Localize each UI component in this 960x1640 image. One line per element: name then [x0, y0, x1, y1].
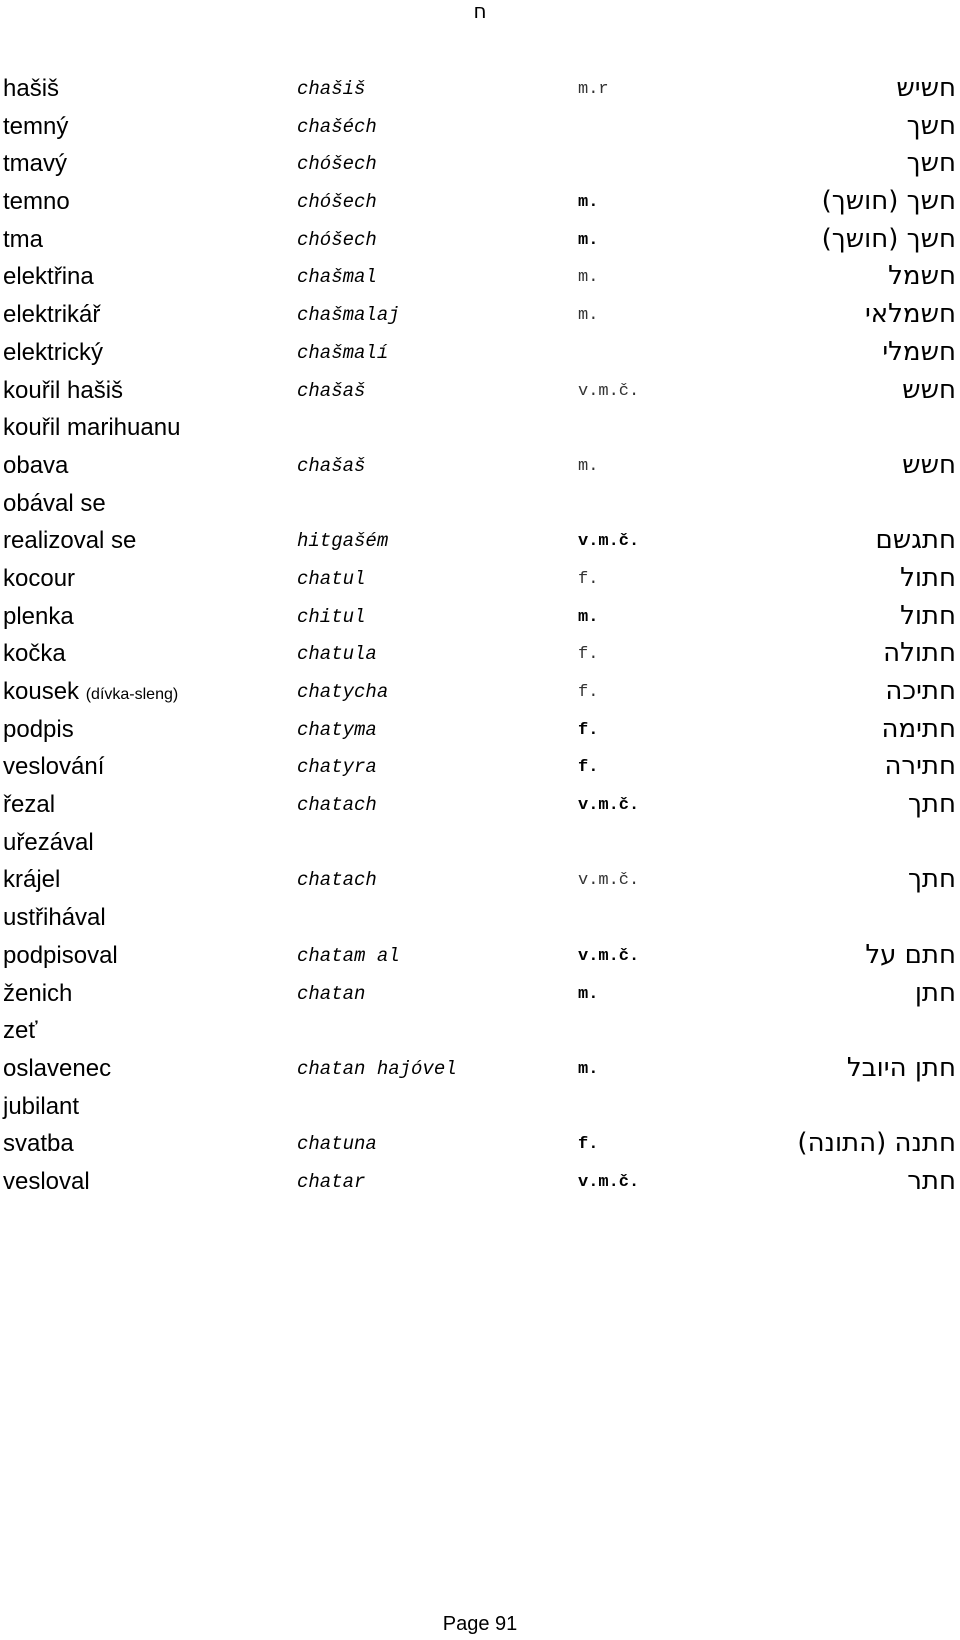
dictionary-entry: [0, 372, 960, 410]
czech-word: [3, 748, 104, 786]
transliteration: chóšech: [297, 228, 377, 251]
transliteration: chatach: [297, 869, 377, 892]
czech-word: [3, 560, 75, 598]
czech-word-text: krájel: [3, 866, 61, 894]
grammar-tag: m.: [578, 230, 599, 250]
czech-word-text: jubilant: [3, 1092, 80, 1120]
dictionary-entry: [0, 861, 960, 899]
czech-word: [3, 861, 60, 899]
czech-word: [3, 824, 94, 862]
dictionary-entry: [0, 1012, 960, 1050]
transliteration: chitul: [297, 605, 366, 628]
czech-word-text: elektrický: [3, 338, 104, 366]
dictionary-entry: [0, 447, 960, 485]
transliteration: chatar: [297, 1170, 366, 1193]
czech-word: [3, 221, 43, 259]
hebrew-word: חתול: [900, 562, 956, 593]
transliteration: chóšech: [297, 153, 377, 176]
czech-word: [3, 1012, 37, 1050]
grammar-tag: v.m.č.: [578, 946, 640, 966]
grammar-tag: m.: [578, 984, 599, 1004]
czech-word-text: elektřina: [3, 263, 94, 291]
czech-word-text: kočka: [3, 640, 66, 668]
czech-word: [3, 786, 55, 824]
transliteration: chatan hajóvel: [297, 1057, 457, 1080]
transliteration: chatuna: [297, 1133, 377, 1156]
grammar-tag: m.: [578, 268, 599, 288]
grammar-tag: v.m.č.: [578, 796, 640, 816]
czech-word: [3, 1050, 111, 1088]
hebrew-word: חתול: [900, 600, 956, 631]
czech-word: [3, 108, 68, 146]
transliteration: chatul: [297, 567, 366, 590]
czech-word: [3, 1163, 90, 1201]
grammar-tag: m.: [578, 607, 599, 627]
dictionary-entry: [0, 899, 960, 937]
hebrew-word: חתן: [914, 977, 956, 1008]
dictionary-entry: [0, 485, 960, 523]
czech-word: [3, 183, 70, 221]
grammar-tag: f.: [578, 569, 599, 589]
dictionary-entry: [0, 183, 960, 221]
grammar-tag: m.: [578, 306, 599, 326]
section-letter: ח: [473, 0, 487, 23]
grammar-tag: v.m.č.: [578, 871, 640, 891]
czech-word: [3, 975, 72, 1013]
czech-word: [3, 1088, 79, 1126]
dictionary-entry: [0, 975, 960, 1013]
hebrew-word: חתולה: [883, 638, 956, 669]
czech-word-text: elektrikář: [3, 301, 101, 329]
hebrew-word: חתיכה: [885, 676, 956, 706]
czech-word-text: ženich: [3, 979, 73, 1007]
dictionary-entries: [0, 70, 960, 1201]
transliteration: chatycha: [297, 681, 389, 703]
dictionary-entry: [0, 937, 960, 975]
transliteration: chatyra: [297, 756, 377, 779]
transliteration: chašéch: [297, 115, 377, 138]
transliteration: chatula: [297, 643, 377, 666]
dictionary-entry: [0, 598, 960, 636]
czech-word-text: podpisoval: [3, 941, 118, 969]
dictionary-entry: [0, 258, 960, 296]
dictionary-entry: [0, 824, 960, 862]
czech-word: [3, 899, 106, 937]
czech-word: [3, 522, 136, 560]
hebrew-word: חשש: [902, 374, 956, 405]
hebrew-word: חתירה: [884, 751, 956, 782]
transliteration: chašmalí: [297, 341, 389, 364]
hebrew-word: חשמל: [888, 261, 956, 292]
hebrew-word: חשש: [902, 449, 956, 480]
grammar-tag: m.r: [578, 80, 609, 99]
hebrew-word: חתך: [907, 864, 956, 895]
czech-word-text: tmavý: [3, 150, 68, 178]
usage-note: (dívka-sleng): [85, 686, 179, 703]
czech-word: [3, 145, 67, 183]
czech-word: [3, 598, 74, 636]
czech-word-text: vesloval: [3, 1167, 90, 1195]
czech-word-text: kousek: [3, 678, 80, 705]
czech-word-text: svatba: [3, 1130, 74, 1158]
dictionary-entry: [0, 1088, 960, 1126]
grammar-tag: v.m.č.: [578, 381, 640, 401]
dictionary-entry: [0, 108, 960, 146]
dictionary-entry: [0, 409, 960, 447]
dictionary-entry: [0, 296, 960, 334]
czech-word-text: ustřihával: [3, 904, 106, 932]
czech-word: [3, 296, 100, 334]
czech-word: [3, 673, 178, 714]
grammar-tag: m.: [578, 193, 599, 213]
transliteration: chašmalaj: [297, 304, 400, 327]
transliteration: chašmal: [297, 266, 377, 289]
hebrew-word: חתימה: [881, 713, 956, 744]
czech-word-text: kouřil marihuanu: [3, 414, 181, 442]
grammar-tag: m.: [578, 1059, 599, 1079]
hebrew-word: חתר: [907, 1165, 956, 1196]
grammar-tag: f.: [578, 645, 599, 665]
czech-word-text: obával se: [3, 489, 106, 517]
czech-word: [3, 372, 123, 410]
transliteration: chatyma: [297, 718, 377, 741]
czech-word-text: hašiš: [3, 75, 60, 102]
dictionary-entry: [0, 1050, 960, 1088]
czech-word: [3, 485, 106, 523]
hebrew-word: חתך: [907, 789, 956, 820]
czech-word: [3, 447, 68, 485]
dictionary-entry: [0, 522, 960, 560]
hebrew-word: חשך (חושך): [821, 223, 956, 254]
hebrew-word: חשך (חושך): [821, 186, 956, 217]
transliteration: chatam al: [297, 944, 400, 967]
grammar-tag: f.: [578, 758, 599, 778]
transliteration: hitgašém: [297, 530, 389, 553]
hebrew-word: חתגשם: [875, 525, 956, 556]
czech-word: [3, 937, 118, 975]
dictionary-entry: [0, 145, 960, 183]
grammar-tag: f.: [578, 720, 599, 740]
transliteration: chóšech: [297, 191, 377, 214]
czech-word: [3, 711, 74, 749]
czech-word: [3, 635, 66, 673]
czech-word-text: plenka: [3, 602, 74, 630]
dictionary-entry: [0, 673, 960, 711]
czech-word-text: realizoval se: [3, 527, 137, 555]
czech-word-text: podpis: [3, 715, 74, 743]
czech-word-text: temný: [3, 112, 69, 140]
czech-word-text: obava: [3, 451, 69, 479]
dictionary-entry: [0, 748, 960, 786]
czech-word: [3, 334, 103, 372]
czech-word-text: temno: [3, 188, 70, 216]
czech-word: [3, 70, 59, 108]
hebrew-word: חתן היובל: [846, 1052, 956, 1083]
transliteration: chašaš: [297, 454, 366, 477]
dictionary-entry: [0, 560, 960, 598]
dictionary-entry: [0, 635, 960, 673]
grammar-tag: m.: [578, 456, 599, 476]
hebrew-word: חשמלי: [882, 336, 956, 367]
czech-word-text: uřezával: [3, 828, 94, 856]
dictionary-entry: [0, 1163, 960, 1201]
czech-word: [3, 258, 94, 296]
czech-word-text: kouřil hašiš: [3, 376, 124, 404]
czech-word-text: oslavenec: [3, 1054, 112, 1082]
dictionary-entry: [0, 786, 960, 824]
czech-word-text: řezal: [3, 791, 56, 819]
grammar-tag: v.m.č.: [578, 1172, 640, 1192]
dictionary-entry: [0, 70, 960, 108]
grammar-tag: f.: [578, 1135, 599, 1155]
hebrew-word: חתם על: [865, 939, 956, 970]
hebrew-word: חשך: [906, 110, 956, 141]
hebrew-word: חשמלאי: [864, 299, 956, 330]
dictionary-entry: [0, 711, 960, 749]
transliteration: chatan: [297, 982, 366, 1005]
czech-word: [3, 409, 180, 447]
czech-word-text: kocour: [3, 564, 76, 592]
dictionary-entry: [0, 221, 960, 259]
grammar-tag: f.: [578, 683, 599, 702]
czech-word-text: veslování: [3, 753, 105, 781]
transliteration: chašiš: [297, 78, 366, 100]
czech-word-text: zeť: [3, 1017, 38, 1045]
czech-word: [3, 1125, 74, 1163]
page-number: Page 91: [442, 1613, 518, 1635]
transliteration: chašaš: [297, 379, 366, 402]
hebrew-word: חשיש: [896, 73, 956, 103]
dictionary-entry: [0, 334, 960, 372]
grammar-tag: v.m.č.: [578, 532, 640, 552]
transliteration: chatach: [297, 794, 377, 817]
hebrew-word: חשך: [906, 148, 956, 179]
dictionary-entry: [0, 1125, 960, 1163]
hebrew-word: חתנה (התונה): [797, 1128, 956, 1159]
czech-word-text: tma: [3, 225, 44, 253]
